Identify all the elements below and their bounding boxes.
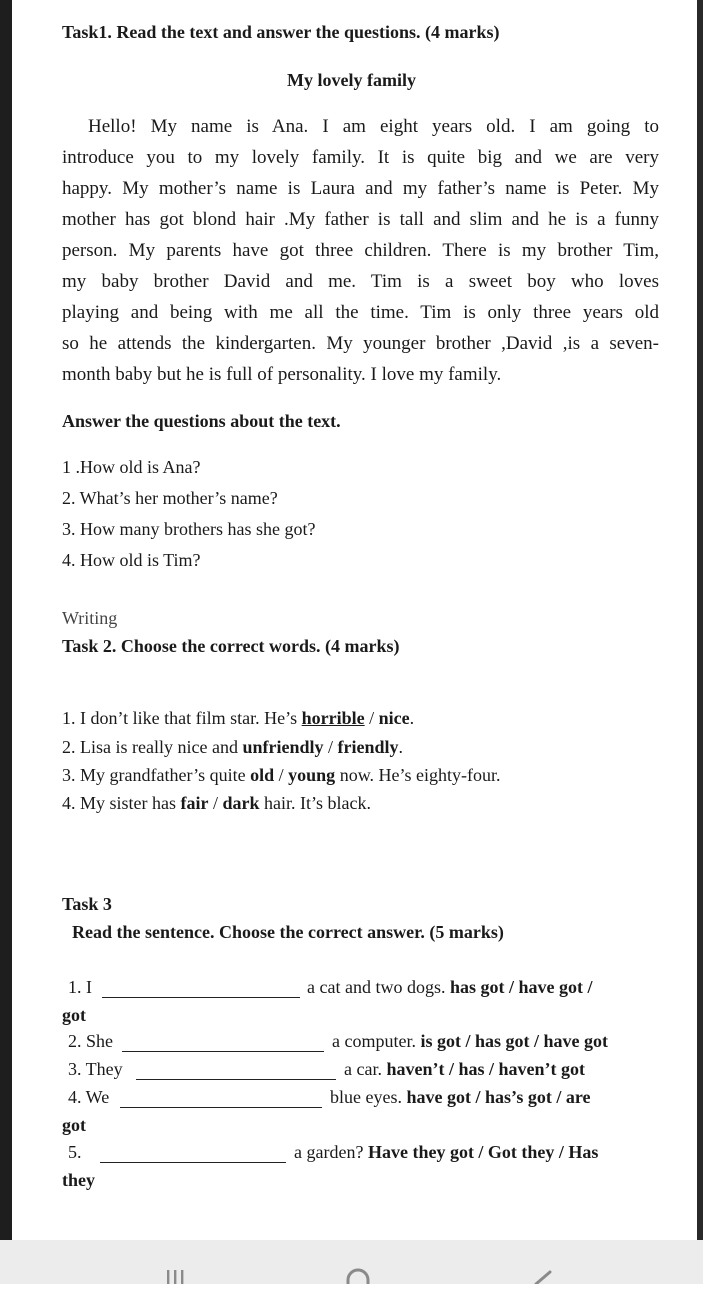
word-option: friendly (337, 737, 399, 757)
answer-blank[interactable] (102, 997, 300, 998)
task3-item: a garden? Have they got / Got they / Has (294, 1142, 599, 1162)
paragraph-line: so he attends the kindergarten. My younger brother ,David ,is a seven- (62, 333, 659, 354)
paragraph-line: person. My parents have got three children. There is my brother Tim, (62, 240, 659, 261)
task3-item: a car. haven’t / has / haven’t got (344, 1059, 585, 1079)
task2-header: Task 2. Choose the correct words. (4 marks) (62, 636, 400, 656)
paragraph-line: my baby brother David and me. Tim is a sweet boy who loves (62, 271, 659, 292)
answer-heading: Answer the questions about the text. (62, 411, 341, 431)
question-item: 2. What’s her mother’s name? (62, 488, 278, 508)
answer-blank[interactable] (100, 1162, 286, 1163)
answer-options: has got / have got / (449, 977, 593, 997)
word-option: dark (222, 793, 260, 813)
word-option: unfriendly (242, 737, 324, 757)
task3-item-number: 2. She (68, 1031, 113, 1051)
paragraph-line: mother has got blond hair .My father is tall and slim and he is a funny (62, 209, 659, 230)
task3-item-number: 4. We (68, 1087, 110, 1107)
word-option: nice (378, 708, 410, 728)
writing-label: Writing (62, 608, 118, 628)
answer-blank[interactable] (122, 1051, 324, 1052)
paragraph-line: Hello! My name is Ana. I am eight years old. I am going to (88, 116, 659, 137)
question-item: 3. How many brothers has she got? (62, 519, 316, 539)
word-option: young (288, 765, 336, 785)
task3-item-number: 3. They (68, 1059, 123, 1079)
task3-item-number: 5. (68, 1142, 82, 1162)
word-option: horrible (301, 708, 365, 728)
option-wrap: got (62, 1115, 86, 1135)
task3-instruction: Read the sentence. Choose the correct answer. (5 marks) (72, 922, 504, 942)
option-wrap: got (62, 1005, 86, 1025)
task3-label: Task 3 (62, 894, 112, 914)
option-wrap: they (62, 1170, 95, 1190)
answer-options: have got / has’s got / are (406, 1087, 591, 1107)
paragraph-line: introduce you to my lovely family. It is quite big and we are very (62, 147, 659, 168)
task3-item: blue eyes. have got / has’s got / are (330, 1087, 591, 1107)
answer-blank[interactable] (136, 1079, 336, 1080)
task3-item: a computer. is got / has got / have got (332, 1031, 608, 1051)
word-option: old (250, 765, 275, 785)
question-item: 1 .How old is Ana? (62, 457, 201, 477)
word-option: fair (180, 793, 209, 813)
question-item: 4. How old is Tim? (62, 550, 201, 570)
paragraph-line: month baby but he is full of personality. I love my family. (62, 364, 502, 385)
paragraph-line: playing and being with me all the time. Tim is only three years old (62, 302, 659, 323)
answer-options: Have they got / Got they / Has (367, 1142, 599, 1162)
task2-item: 1. I don’t like that film star. He’s horrible / nice. (62, 708, 415, 728)
task1-header: Task1. Read the text and answer the questions. (4 marks) (62, 22, 500, 42)
task3-item-number: 1. I (68, 977, 92, 997)
answer-options: haven’t / has / haven’t got (386, 1059, 585, 1079)
text-title: My lovely family (287, 70, 416, 90)
answer-options: is got / has got / have got (420, 1031, 608, 1051)
navigation-bar (0, 1240, 703, 1284)
task3-item: a cat and two dogs. has got / have got / (307, 977, 593, 997)
task2-item: 2. Lisa is really nice and unfriendly / friendly. (62, 737, 403, 757)
paragraph-line: happy. My mother’s name is Laura and my father’s name is Peter. My (62, 178, 659, 199)
task2-item: 3. My grandfather’s quite old / young now. He’s eighty-four. (62, 765, 501, 785)
task2-item: 4. My sister has fair / dark hair. It’s black. (62, 793, 371, 813)
answer-blank[interactable] (120, 1107, 322, 1108)
